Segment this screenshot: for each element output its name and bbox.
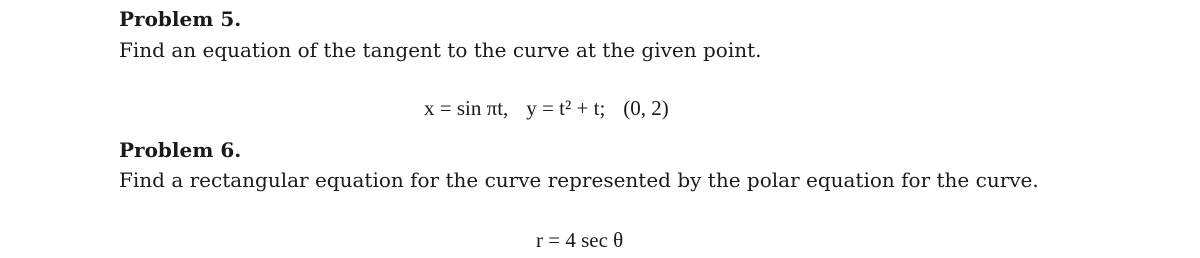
polar-equation: r = 4 sec θ (536, 228, 624, 252)
problem-title: Problem 6. (119, 138, 242, 162)
problem-statement: Find an equation of the tangent to the curve at the given point. (119, 38, 762, 62)
problem-statement: Find a rectangular equation for the curve represented by the polar equation for the curve. (119, 168, 1039, 192)
problem-title: Problem 5. (119, 7, 242, 31)
x-equation: x = sin πt, (424, 96, 509, 120)
y-equation: y = t² + t; (526, 96, 606, 120)
given-point: (0, 2) (623, 96, 669, 120)
parametric-equation (424, 96, 669, 120)
